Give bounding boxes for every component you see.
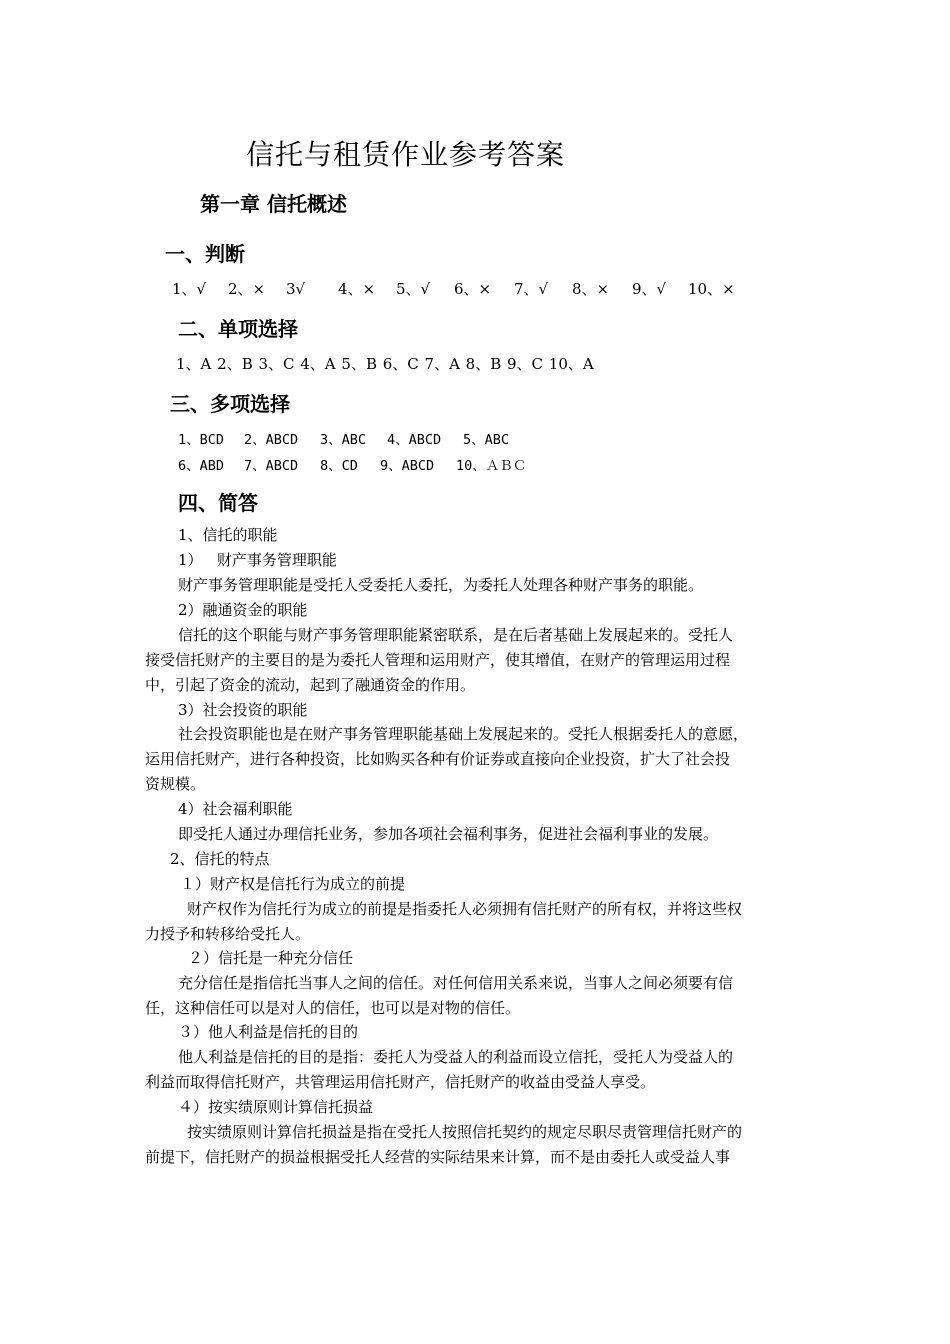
point-2-4-heading: ４）按实绩原则计算信托损益 bbox=[178, 1098, 374, 1116]
answer-item: 6、ABD bbox=[178, 458, 225, 474]
text-line: 运用信托财产，进行各种投资，比如购买各种有价证券或直接向企业投资，扩大了社会投 bbox=[145, 750, 731, 768]
point-2-2-body bbox=[145, 971, 825, 1021]
answer-item: 3√ bbox=[286, 280, 306, 298]
document-title: 信托与租赁作业参考答案 bbox=[246, 138, 566, 171]
section-heading-single-choice: 二、单项选择 bbox=[178, 317, 298, 341]
answer-item: 8、× bbox=[572, 280, 610, 298]
point-2-1-body bbox=[145, 897, 825, 947]
answer-item: 3、ABC bbox=[320, 432, 367, 448]
answer-item: 2、× bbox=[228, 280, 266, 298]
multi-choice-answers-row1 bbox=[178, 428, 509, 448]
answer-item: 6、× bbox=[454, 280, 492, 298]
answer-item: 1、BCD bbox=[178, 432, 225, 448]
answer-item: 5、ABC bbox=[463, 432, 510, 448]
point-2-3-body bbox=[145, 1045, 825, 1095]
text-line: 财产权作为信托行为成立的前提是指委托人必须拥有信托财产的所有权，并将这些权 bbox=[187, 900, 743, 918]
text-line: 接受信托财产的主要目的是为委托人管理和运用财产，使其增值，在财产的管理运用过程 bbox=[145, 651, 731, 669]
text-line: 资规模。 bbox=[145, 775, 206, 793]
point-1-3-heading: 3）社会投资的职能 bbox=[178, 701, 308, 719]
answer-item: 2、ABCD bbox=[244, 432, 299, 448]
point-2-4-body bbox=[145, 1120, 825, 1170]
text-line: 按实绩原则计算信托损益是指在受托人按照信托契约的规定尽职尽责管理信托财产的 bbox=[187, 1123, 743, 1141]
chapter-heading: 第一章 信托概述 bbox=[200, 192, 347, 216]
text-line: 信托的这个职能与财产事务管理职能紧密联系，是在后者基础上发展起来的。受托人 bbox=[178, 626, 734, 644]
answer-item: 10、× bbox=[688, 280, 735, 298]
multi-choice-answers-row2 bbox=[178, 454, 526, 474]
text-line: 社会投资职能也是在财产事务管理职能基础上发展起来的。受托人根据委托人的意愿， bbox=[178, 725, 749, 743]
text-line: 利益而取得信托财产，共管理运用信托财产，信托财产的收益由受益人享受。 bbox=[145, 1073, 656, 1091]
single-choice-answers: 1、A 2、B 3、C 4、A 5、B 6、C 7、A 8、B 9、C 10、A bbox=[176, 355, 594, 373]
answer-item: 8、CD bbox=[320, 458, 358, 474]
answer-item: 9、√ bbox=[632, 280, 667, 298]
text-line: 他人利益是信托的目的是指：委托人为受益人的利益而设立信托，受托人为受益人的 bbox=[178, 1048, 734, 1066]
text-line: 前提下，信托财产的损益根据受托人经营的实际结果来计算，而不是由委托人或受益人事 bbox=[145, 1148, 731, 1166]
text-line: 中，引起了资金的流动，起到了融通资金的作用。 bbox=[145, 676, 476, 694]
point-1-4-body: 即受托人通过办理信托业务，参加各项社会福利事务，促进社会福利事业的发展。 bbox=[178, 825, 719, 843]
point-2-1-heading: １）财产权是信托行为成立的前提 bbox=[180, 875, 406, 893]
answer-item: 4、ABCD bbox=[387, 432, 442, 448]
answer-item: 4、× bbox=[338, 280, 376, 298]
point-2-2-heading: ２）信托是一种充分信任 bbox=[188, 949, 354, 967]
text-line: 力授予和转移给受托人。 bbox=[145, 925, 311, 943]
point-1-2-body bbox=[145, 623, 825, 698]
judgment-answers bbox=[172, 278, 735, 299]
answer-item: 10、ＡＢＣ bbox=[456, 458, 527, 474]
answer-item: 7、√ bbox=[514, 280, 549, 298]
point-2-3-heading: ３）他人利益是信托的目的 bbox=[178, 1023, 359, 1041]
point-1-3-body bbox=[145, 722, 825, 797]
answer-item: 1、√ bbox=[172, 280, 207, 298]
section-heading-multi-choice: 三、多项选择 bbox=[170, 392, 290, 416]
point-1-4-heading: 4）社会福利职能 bbox=[178, 800, 293, 818]
answer-item: 5、√ bbox=[396, 280, 431, 298]
question-1-title: 1、信托的职能 bbox=[178, 526, 278, 544]
answer-item: 9、ABCD bbox=[380, 458, 435, 474]
question-2-title: 2、信托的特点 bbox=[170, 850, 270, 868]
text-line: 充分信任是指信托当事人之间的信任。对任何信用关系来说，当事人之间必须要有信 bbox=[178, 974, 734, 992]
section-heading-short-answer: 四、简答 bbox=[178, 491, 258, 515]
answer-item: 7、ABCD bbox=[244, 458, 299, 474]
point-1-1-body: 财产事务管理职能是受托人受委托人委托，为委托人处理各种财产事务的职能。 bbox=[178, 576, 704, 594]
text-line: 任，这种信任可以是对人的信任，也可以是对物的信任。 bbox=[145, 999, 521, 1017]
point-1-1-heading: 1） 财产事务管理职能 bbox=[178, 551, 337, 569]
section-heading-judgment: 一、判断 bbox=[165, 242, 245, 266]
point-1-2-heading: 2）融通资金的职能 bbox=[178, 601, 308, 619]
